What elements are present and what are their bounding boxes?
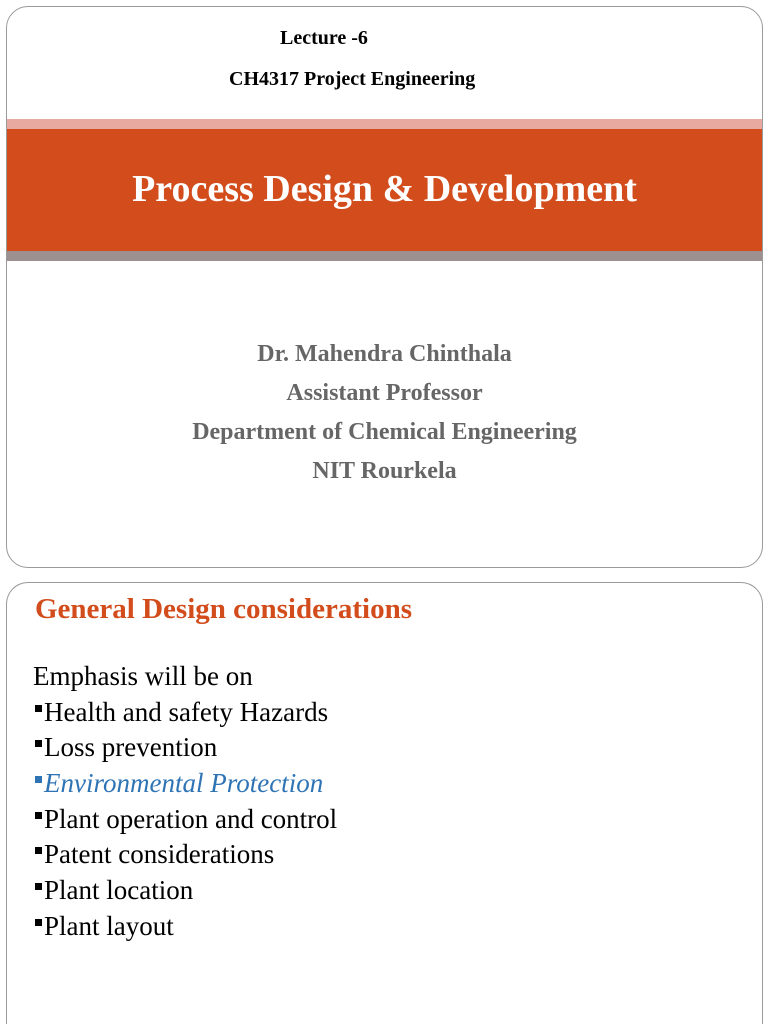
square-bullet-icon bbox=[35, 705, 42, 712]
title-band-top-stripe bbox=[7, 119, 762, 129]
slide-title: Process Design & Development bbox=[132, 168, 637, 210]
list-item: Plant layout bbox=[33, 909, 337, 945]
list-item: Plant location bbox=[33, 873, 337, 909]
lecture-number: Lecture -6 bbox=[280, 27, 368, 49]
course-title: CH4317 Project Engineering bbox=[229, 68, 476, 90]
title-slide bbox=[6, 6, 763, 568]
slide-heading: General Design considerations bbox=[35, 593, 412, 625]
square-bullet-icon bbox=[35, 847, 42, 854]
list-intro: Emphasis will be on bbox=[33, 661, 253, 691]
square-bullet-icon bbox=[35, 812, 42, 819]
square-bullet-icon bbox=[35, 919, 42, 926]
list-item: Patent considerations bbox=[33, 837, 337, 873]
content-slide bbox=[6, 582, 763, 1024]
title-band bbox=[7, 129, 762, 251]
list-item: Plant operation and control bbox=[33, 802, 337, 838]
title-band-bottom-stripe bbox=[7, 251, 762, 261]
author-position: Assistant Professor bbox=[286, 380, 483, 406]
square-bullet-icon bbox=[35, 776, 42, 783]
list-item: Loss prevention bbox=[33, 730, 337, 766]
author-name: Dr. Mahendra Chinthala bbox=[257, 341, 512, 367]
author-institution: NIT Rourkela bbox=[312, 458, 457, 484]
square-bullet-icon bbox=[35, 883, 42, 890]
author-block bbox=[7, 335, 762, 491]
author-department: Department of Chemical Engineering bbox=[192, 419, 577, 445]
bullet-list bbox=[33, 659, 337, 945]
list-item-highlighted: Environmental Protection bbox=[33, 766, 337, 802]
list-item: Health and safety Hazards bbox=[33, 695, 337, 731]
square-bullet-icon bbox=[35, 740, 42, 747]
